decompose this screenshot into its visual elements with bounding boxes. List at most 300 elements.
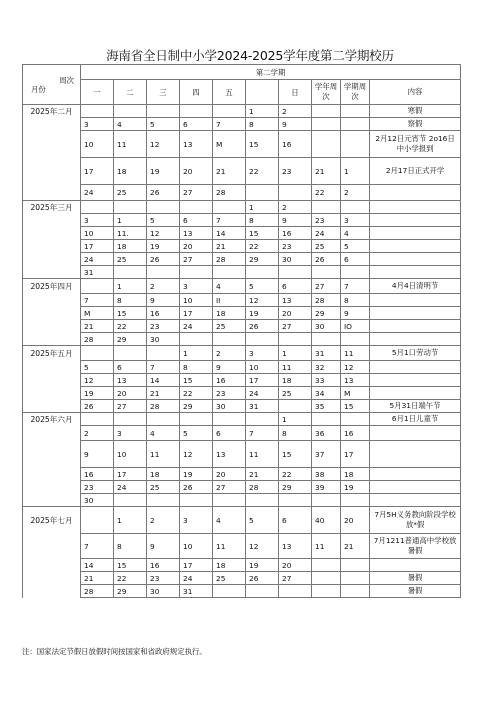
day-cell: 4 bbox=[213, 507, 246, 534]
term-week-cell: 17 bbox=[341, 441, 370, 468]
day-cell bbox=[246, 333, 279, 346]
day-cell: 16 bbox=[147, 559, 180, 572]
day-cell: 27 bbox=[180, 185, 213, 201]
week-row bbox=[23, 534, 461, 559]
day-cell: 20 bbox=[114, 387, 147, 400]
term-week-cell bbox=[341, 131, 370, 158]
day-cell: 30 bbox=[147, 333, 180, 346]
day-cell bbox=[213, 266, 246, 279]
school-week-cell: 39 bbox=[312, 481, 341, 494]
day-cell: 28 bbox=[246, 481, 279, 494]
term-week-cell: 19 bbox=[341, 481, 370, 494]
month-blank-cell bbox=[23, 227, 81, 240]
week-row bbox=[23, 426, 461, 441]
day-cell: 18 bbox=[213, 307, 246, 320]
day-cell: 5 bbox=[246, 279, 279, 294]
school-week-cell bbox=[312, 266, 341, 279]
term-week-cell bbox=[341, 266, 370, 279]
weekday-header bbox=[246, 80, 279, 105]
day-cell bbox=[147, 413, 180, 426]
weekday-header: 四 bbox=[180, 80, 213, 105]
school-week-cell: 37 bbox=[312, 441, 341, 468]
day-cell: 13 bbox=[180, 131, 213, 158]
calendar-table bbox=[22, 64, 461, 598]
day-cell bbox=[279, 333, 312, 346]
day-cell bbox=[147, 201, 180, 214]
day-cell: 1 bbox=[114, 279, 147, 294]
day-cell: 19 bbox=[147, 240, 180, 253]
content-cell: 2月17日正式开学 bbox=[370, 158, 461, 185]
week-row bbox=[23, 185, 461, 201]
day-cell: 5 bbox=[180, 426, 213, 441]
month-blank-cell bbox=[23, 361, 81, 374]
day-cell: 28 bbox=[147, 400, 180, 413]
term-week-cell: 5 bbox=[341, 240, 370, 253]
day-cell bbox=[279, 266, 312, 279]
day-cell: 9 bbox=[147, 534, 180, 559]
day-cell: 24 bbox=[246, 387, 279, 400]
day-cell: 8 bbox=[180, 361, 213, 374]
week-row bbox=[23, 131, 461, 158]
day-cell: 29 bbox=[246, 253, 279, 266]
term-week-cell: IO bbox=[341, 320, 370, 333]
day-cell: 24 bbox=[114, 481, 147, 494]
content-cell bbox=[370, 201, 461, 214]
week-row bbox=[23, 240, 461, 253]
day-cell bbox=[180, 333, 213, 346]
month-blank-cell bbox=[23, 494, 81, 507]
month-blank-cell bbox=[23, 266, 81, 279]
content-cell: 5月1口劳动节 bbox=[370, 346, 461, 361]
day-cell: 3 bbox=[180, 279, 213, 294]
month-blank-cell bbox=[23, 468, 81, 481]
content-cell: 寒假 bbox=[370, 105, 461, 118]
content-cell: 5月31日端午节 bbox=[370, 400, 461, 413]
day-cell: 31 bbox=[246, 400, 279, 413]
day-cell: 23 bbox=[213, 387, 246, 400]
day-cell: 18 bbox=[114, 158, 147, 185]
day-cell: 26 bbox=[180, 481, 213, 494]
day-cell: 25 bbox=[213, 320, 246, 333]
term-week-cell bbox=[341, 585, 370, 598]
school-week-cell: 27 bbox=[312, 279, 341, 294]
day-cell: 26 bbox=[147, 185, 180, 201]
day-cell bbox=[81, 201, 114, 214]
term-week-cell bbox=[341, 333, 370, 346]
week-row bbox=[23, 253, 461, 266]
day-cell bbox=[147, 105, 180, 118]
day-cell: 18 bbox=[213, 559, 246, 572]
day-cell: 13 bbox=[279, 294, 312, 307]
day-cell bbox=[246, 185, 279, 201]
school-week-cell bbox=[312, 413, 341, 426]
day-cell bbox=[279, 185, 312, 201]
term-week-cell bbox=[341, 494, 370, 507]
day-cell: 21 bbox=[213, 240, 246, 253]
month-blank-cell bbox=[23, 294, 81, 307]
day-cell bbox=[213, 413, 246, 426]
day-cell: 5 bbox=[246, 507, 279, 534]
content-header: 内容 bbox=[370, 80, 461, 105]
week-row bbox=[23, 266, 461, 279]
day-cell: 3 bbox=[81, 118, 114, 131]
month-blank-cell bbox=[23, 131, 81, 158]
day-cell bbox=[180, 494, 213, 507]
term-week-cell: 16 bbox=[341, 426, 370, 441]
term-week-cell: 9 bbox=[341, 307, 370, 320]
header-corner bbox=[23, 65, 81, 105]
day-cell: 4 bbox=[114, 118, 147, 131]
day-cell: M bbox=[81, 307, 114, 320]
school-week-cell bbox=[312, 201, 341, 214]
school-week-header: 学年周次 bbox=[312, 80, 341, 105]
day-cell: 3 bbox=[114, 426, 147, 441]
school-week-cell: 38 bbox=[312, 468, 341, 481]
day-cell: 30 bbox=[279, 253, 312, 266]
day-cell: 8 bbox=[279, 426, 312, 441]
school-week-cell: 11 bbox=[312, 534, 341, 559]
day-cell: 25 bbox=[147, 481, 180, 494]
day-cell: 25 bbox=[114, 185, 147, 201]
term-week-cell bbox=[341, 413, 370, 426]
month-blank-cell bbox=[23, 214, 81, 227]
school-week-cell bbox=[312, 118, 341, 131]
content-cell bbox=[370, 320, 461, 333]
week-row bbox=[23, 214, 461, 227]
content-cell bbox=[370, 468, 461, 481]
day-cell: 23 bbox=[81, 481, 114, 494]
day-cell: 27 bbox=[180, 253, 213, 266]
content-cell bbox=[370, 214, 461, 227]
day-cell bbox=[180, 413, 213, 426]
day-cell: 17 bbox=[246, 374, 279, 387]
school-week-cell bbox=[312, 105, 341, 118]
day-cell: 12 bbox=[246, 534, 279, 559]
day-cell: 16 bbox=[147, 307, 180, 320]
day-cell: 1 bbox=[114, 214, 147, 227]
school-week-cell: 24 bbox=[312, 227, 341, 240]
month-label-cell: 2025年五月 bbox=[23, 346, 81, 361]
month-blank-cell bbox=[23, 253, 81, 266]
day-cell: 7 bbox=[147, 361, 180, 374]
day-cell: 21 bbox=[246, 468, 279, 481]
day-cell: 17 bbox=[81, 240, 114, 253]
day-cell: 11 bbox=[213, 534, 246, 559]
day-cell: 2 bbox=[279, 105, 312, 118]
day-cell: 1 bbox=[279, 346, 312, 361]
day-cell: 27 bbox=[279, 572, 312, 585]
school-week-cell bbox=[312, 559, 341, 572]
term-week-cell: 2 bbox=[341, 185, 370, 201]
day-cell: 26 bbox=[147, 253, 180, 266]
day-cell bbox=[81, 413, 114, 426]
week-row bbox=[23, 294, 461, 307]
day-cell bbox=[246, 494, 279, 507]
day-cell: 10 bbox=[114, 441, 147, 468]
day-cell: 21 bbox=[213, 158, 246, 185]
day-cell: 14 bbox=[213, 227, 246, 240]
day-cell: II bbox=[213, 294, 246, 307]
day-cell: 10 bbox=[180, 294, 213, 307]
school-week-cell bbox=[312, 585, 341, 598]
week-row bbox=[23, 400, 461, 413]
day-cell: 15 bbox=[180, 374, 213, 387]
day-cell: 7 bbox=[246, 426, 279, 441]
day-cell: 1 bbox=[114, 507, 147, 534]
day-cell: 6 bbox=[279, 279, 312, 294]
term-week-cell: 6 bbox=[341, 253, 370, 266]
school-week-cell bbox=[312, 494, 341, 507]
week-row bbox=[23, 507, 461, 534]
day-cell bbox=[81, 279, 114, 294]
day-cell: 28 bbox=[213, 253, 246, 266]
day-cell bbox=[279, 585, 312, 598]
month-label-cell: 2025年三月 bbox=[23, 201, 81, 214]
week-row bbox=[23, 559, 461, 572]
day-cell: 12 bbox=[147, 227, 180, 240]
day-cell: 20 bbox=[279, 559, 312, 572]
content-cell bbox=[370, 253, 461, 266]
day-cell: 23 bbox=[147, 320, 180, 333]
day-cell: 24 bbox=[180, 572, 213, 585]
day-cell: 17 bbox=[180, 559, 213, 572]
week-row bbox=[23, 468, 461, 481]
term-week-cell: 8 bbox=[341, 294, 370, 307]
day-cell: 19 bbox=[246, 559, 279, 572]
day-cell: 5 bbox=[147, 118, 180, 131]
day-cell: 19 bbox=[147, 158, 180, 185]
day-cell: 22 bbox=[246, 240, 279, 253]
day-cell: 25 bbox=[279, 387, 312, 400]
week-row bbox=[23, 346, 461, 361]
day-cell: 1 bbox=[246, 201, 279, 214]
day-cell bbox=[114, 201, 147, 214]
day-cell: 9 bbox=[81, 441, 114, 468]
month-blank-cell bbox=[23, 320, 81, 333]
week-row bbox=[23, 307, 461, 320]
content-cell bbox=[370, 266, 461, 279]
day-cell: 8 bbox=[114, 294, 147, 307]
day-cell: 22 bbox=[114, 572, 147, 585]
term-week-cell: 21 bbox=[341, 534, 370, 559]
month-blank-cell bbox=[23, 585, 81, 598]
day-cell: 15 bbox=[114, 307, 147, 320]
day-cell: 29 bbox=[114, 333, 147, 346]
day-cell: 13 bbox=[180, 227, 213, 240]
school-week-cell: 23 bbox=[312, 214, 341, 227]
term-week-cell: 12 bbox=[341, 361, 370, 374]
day-cell: 14 bbox=[147, 374, 180, 387]
day-cell bbox=[147, 266, 180, 279]
day-cell: 10 bbox=[180, 534, 213, 559]
day-cell: 9 bbox=[147, 294, 180, 307]
day-cell: 28 bbox=[81, 585, 114, 598]
day-cell bbox=[279, 400, 312, 413]
day-cell: 12 bbox=[81, 374, 114, 387]
day-cell: 19 bbox=[246, 307, 279, 320]
month-blank-cell bbox=[23, 374, 81, 387]
day-cell bbox=[213, 105, 246, 118]
content-cell: 察假 bbox=[370, 118, 461, 131]
school-week-cell: 40 bbox=[312, 507, 341, 534]
day-cell: 22 bbox=[114, 320, 147, 333]
day-cell: 24 bbox=[81, 253, 114, 266]
content-cell bbox=[370, 240, 461, 253]
day-cell: 20 bbox=[180, 240, 213, 253]
day-cell: 4 bbox=[147, 426, 180, 441]
day-cell bbox=[114, 266, 147, 279]
day-cell: 6 bbox=[279, 507, 312, 534]
day-cell: 10 bbox=[81, 227, 114, 240]
term-week-cell: 4 bbox=[341, 227, 370, 240]
day-cell: 7 bbox=[213, 214, 246, 227]
day-cell: 29 bbox=[180, 400, 213, 413]
day-cell: 9 bbox=[279, 214, 312, 227]
day-cell: 10 bbox=[81, 131, 114, 158]
content-cell bbox=[370, 227, 461, 240]
month-blank-cell bbox=[23, 185, 81, 201]
day-cell: 23 bbox=[279, 240, 312, 253]
school-week-cell bbox=[312, 572, 341, 585]
day-cell: 20 bbox=[213, 468, 246, 481]
school-week-cell: 22 bbox=[312, 185, 341, 201]
day-cell: 8 bbox=[246, 118, 279, 131]
school-week-cell: 29 bbox=[312, 307, 341, 320]
day-cell: 6 bbox=[213, 426, 246, 441]
day-cell bbox=[246, 266, 279, 279]
week-row bbox=[23, 118, 461, 131]
week-row bbox=[23, 105, 461, 118]
day-cell: 13 bbox=[213, 441, 246, 468]
day-cell: 6 bbox=[114, 361, 147, 374]
day-cell: 6 bbox=[180, 214, 213, 227]
day-cell: 15 bbox=[279, 441, 312, 468]
week-row bbox=[23, 585, 461, 598]
content-cell: 6月1日儿童节 bbox=[370, 413, 461, 426]
term-week-cell: 7 bbox=[341, 279, 370, 294]
day-cell bbox=[213, 333, 246, 346]
day-cell bbox=[246, 585, 279, 598]
term-week-cell: M bbox=[341, 387, 370, 400]
day-cell: 15 bbox=[246, 131, 279, 158]
day-cell: 23 bbox=[147, 572, 180, 585]
day-cell: 5 bbox=[147, 214, 180, 227]
footnote: 注：国家法定节假日放假时间按国家和省政府规定执行。 bbox=[22, 647, 207, 656]
day-cell: 27 bbox=[213, 481, 246, 494]
term-week-cell: 20 bbox=[341, 507, 370, 534]
day-cell bbox=[147, 494, 180, 507]
content-cell: 7月1211普通高中学校放暑假 bbox=[370, 534, 461, 559]
school-week-cell: 25 bbox=[312, 240, 341, 253]
content-cell: 暑假 bbox=[370, 572, 461, 585]
day-cell: 2 bbox=[279, 201, 312, 214]
day-cell: 13 bbox=[279, 534, 312, 559]
day-cell: 26 bbox=[81, 400, 114, 413]
week-row bbox=[23, 413, 461, 426]
week-row bbox=[23, 441, 461, 468]
day-cell: 12 bbox=[246, 294, 279, 307]
day-cell: 26 bbox=[246, 320, 279, 333]
school-week-cell: 21 bbox=[312, 158, 341, 185]
day-cell: 14 bbox=[81, 559, 114, 572]
day-cell: 19 bbox=[180, 468, 213, 481]
week-row bbox=[23, 333, 461, 346]
day-cell: 3 bbox=[180, 507, 213, 534]
week-row bbox=[23, 572, 461, 585]
content-cell bbox=[370, 333, 461, 346]
day-cell: 11 bbox=[279, 361, 312, 374]
day-cell: 5 bbox=[81, 361, 114, 374]
weekday-header: 五 bbox=[213, 80, 246, 105]
day-cell bbox=[114, 494, 147, 507]
day-cell: 2 bbox=[147, 279, 180, 294]
term-week-cell: 15 bbox=[341, 400, 370, 413]
day-cell: 16 bbox=[279, 131, 312, 158]
day-cell: 3 bbox=[246, 346, 279, 361]
day-cell bbox=[279, 494, 312, 507]
day-cell: 3 bbox=[81, 214, 114, 227]
day-cell bbox=[147, 346, 180, 361]
content-cell bbox=[370, 426, 461, 441]
day-cell: 15 bbox=[246, 227, 279, 240]
day-cell: 25 bbox=[213, 572, 246, 585]
content-cell bbox=[370, 361, 461, 374]
day-cell: 15 bbox=[114, 559, 147, 572]
school-week-cell bbox=[312, 131, 341, 158]
content-cell bbox=[370, 387, 461, 400]
day-cell: 29 bbox=[114, 585, 147, 598]
term-week-cell bbox=[341, 118, 370, 131]
day-cell: 11. bbox=[114, 227, 147, 240]
week-row bbox=[23, 158, 461, 185]
day-cell: 28 bbox=[213, 185, 246, 201]
day-cell: 1 bbox=[279, 413, 312, 426]
school-week-cell: 33 bbox=[312, 374, 341, 387]
term-week-cell: 3 bbox=[341, 214, 370, 227]
day-cell bbox=[114, 105, 147, 118]
month-blank-cell bbox=[23, 559, 81, 572]
day-cell: 16 bbox=[213, 374, 246, 387]
day-cell: 4 bbox=[213, 279, 246, 294]
day-cell: 27 bbox=[279, 320, 312, 333]
day-cell: 21 bbox=[147, 387, 180, 400]
school-week-cell: 28 bbox=[312, 294, 341, 307]
month-label-cell: 2025年七月 bbox=[23, 507, 81, 534]
day-cell: 16 bbox=[81, 468, 114, 481]
weekday-header: 三 bbox=[147, 80, 180, 105]
day-cell: 27 bbox=[114, 400, 147, 413]
week-row bbox=[23, 279, 461, 294]
month-blank-cell bbox=[23, 333, 81, 346]
day-cell bbox=[81, 346, 114, 361]
school-week-cell: 31 bbox=[312, 346, 341, 361]
school-week-cell: 32 bbox=[312, 361, 341, 374]
content-cell bbox=[370, 494, 461, 507]
week-row bbox=[23, 494, 461, 507]
day-cell: 7 bbox=[213, 118, 246, 131]
day-cell bbox=[81, 105, 114, 118]
month-blank-cell bbox=[23, 400, 81, 413]
day-cell: 25 bbox=[114, 253, 147, 266]
day-cell: 7 bbox=[81, 534, 114, 559]
day-cell: 12 bbox=[180, 441, 213, 468]
month-blank-cell bbox=[23, 426, 81, 441]
day-cell bbox=[246, 413, 279, 426]
day-cell: 6 bbox=[180, 118, 213, 131]
day-cell: 13 bbox=[114, 374, 147, 387]
month-label-cell: 2025年六月 bbox=[23, 413, 81, 426]
week-row bbox=[23, 361, 461, 374]
